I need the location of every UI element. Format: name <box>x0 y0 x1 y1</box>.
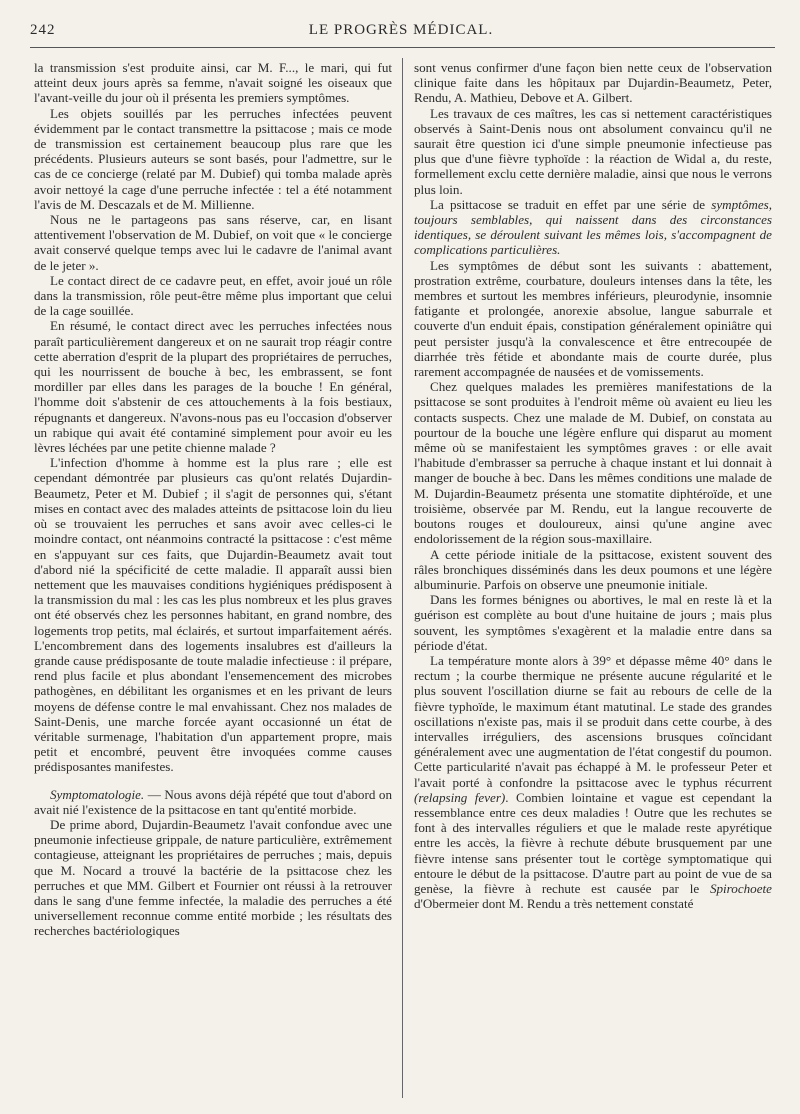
italic-text: (relapsing fever) <box>414 789 506 805</box>
paragraph: Nous ne le partageons pas sans réserve, car, en lisant attentivement l'observation de M. Dubief, on voit que « le concierge avait conservé quelque temps avec lui le cadavre de l'animal avant de le jeter ». <box>34 212 392 273</box>
page-number: 242 <box>30 22 56 38</box>
paragraph <box>414 653 772 911</box>
paragraph: la transmission s'est produite ainsi, car M. F..., le mari, qui fut atteint deux jours après sa femme, n'avait soigné les oiseaux que l'avant-veille du jour où il présenta les premiers symptômes. <box>34 60 392 106</box>
paragraph: Les objets souillés par les perruches infectées peuvent évidemment par le contact transmettre la psittacose ; mais ce mode de transmission est certainement beaucoup plus rare que les précédents. Plusieurs auteurs se sont basés, pour l'admettre, sur le cas de ce concierge (relaté par M. Dubief) qui tomba malade après avoir nettoyé la cage d'une perruche infectée : tel a été notamment l'avis de M. Descazals et de M. Millienne. <box>34 105 392 212</box>
paragraph: sont venus confirmer d'une façon bien nette ceux de l'observation clinique faite dans les hôpitaux par Dujardin-Beaumetz, Peter, Rendu, A. Mathieu, Debove et A. Gilbert. <box>414 60 772 106</box>
running-title: LE PROGRÈS MÉDICAL. <box>308 22 494 38</box>
right-column <box>414 60 772 911</box>
paragraph-text: La température monte alors à 39° et dépasse même 40° dans le rectum ; la courbe thermique ne présente aucune régularité et le plus souvent l'oscillation diurne se fait au rebours de celle de la fièvre typhoïde, le maximum étant matutinal. Le stade des grandes oscillations n'existe pas, mais il se produit dans cette courbe, à des intervalles irréguliers, des ascensions brusques coïncidant généralement avec une augmentation de l'état congestif du poumon. Cette particularité n'avait pas échappé à M. le professeur Peter et l'avait porté à confondre la psittacose avec le typhus récurrent <box>414 652 772 790</box>
paragraph-text: d'Obermeier dont M. Rendu a très nettement constaté <box>414 896 694 912</box>
paragraph: L'infection d'homme à homme est la plus rare ; elle est cependant démontrée par plusieurs cas qu'ont relatés Dujardin-Beaumetz, Peter et M. Dubief ; il s'agit de personnes qui, s'étant mises en contact avec des malades atteints de psittacose loin du lieu où se trouvaient les perruches et sans avoir avec celles-ci le moindre contact, ont néanmoins contracté la psittacose : c'est même en s'appuyant sur ces faits, que Dujardin-Beaumetz avait tout d'abord nié la spécificité de cette maladie. Il apparaît aussi bien nettement que les mauvaises conditions hygiéniques prédisposent à la transmission du mal : les cas les plus nombreux et les plus graves ont été observés chez les personnes habitant, en grand nombre, des logements trop petits, mal éclairés, et surtout imparfaitement aérés. L'encombrement dans des logements insalubres est d'ailleurs la grande cause prédisposante de toute maladie infectieuse : il prépare, rend plus facile et plus abondant l'ensemencement des microbes pathogènes, en débilitant les organismes et en les privant de leurs moyens de défense contre le mal envahissant. Chez nos malades de Saint-Denis, une marche forcée ayant occasionné un état de véritable surmenage, l'habitation d'un appartement propre, mais petit et encombré, peuvent être invoquées comme causes prédisposantes manifestes. <box>34 455 392 775</box>
paragraph-text: La psittacose se traduit en effet par une série de <box>430 196 712 212</box>
paragraph: En résumé, le contact direct avec les perruches infectées nous paraît particulièrement dangereux et on ne saurait trop réagir contre cette aberration d'esprit de la plupart des propriétaires de perruches, qui les nourrissent de bouche à bec, les embrassent, se font mordiller par elles dans les parages de la bouche ! En général, l'homme doit s'abstenir de ces attouchements à la fois bestiaux, répugnants et dangereux. N'avons-nous pas eu l'occasion d'observer un rabique qui avait été contaminé simplement pour avoir eu les lèvres léchées par une petite chienne malade ? <box>34 318 392 456</box>
section-text: — Nous avons déjà répété que tout d'abord on avait nié l'existence de la psittacose en tant qu'entité morbide. <box>34 786 392 817</box>
paragraph <box>414 197 772 258</box>
paragraph: A cette période initiale de la psittacose, existent souvent des râles bronchiques disséminés dans les deux poumons et une légère albuminurie. Parfois on observe une pneumonie initiale. <box>414 546 772 592</box>
italic-text: Spirochoete <box>709 880 772 896</box>
section-title: Symptomatologie. <box>50 786 145 802</box>
paragraph: De prime abord, Dujardin-Beaumetz l'avait confondue avec une pneumonie infectieuse grippale, de nature particulière, extrêmement contagieuse, atteignant les propriétaires de perruches ; mais, depuis que M. Nocard a trouvé la bactérie de la psittacose chez les perruches et que MM. Gilbert et Fournier ont réussi à la retrouver dans le sang d'une femme infectée, la maladie des perruches a été universellement reconnue comme entité morbide ; les résultats des recherches bactériologiques <box>34 816 392 939</box>
column-divider <box>402 58 403 1098</box>
paragraph: Chez quelques malades les premières manifestations de la psittacose se sont produites à l'endroit même où avaient eu lieu les contacts suspects. Chez une malade de M. Dubief, on constata au pourtour de la bouche une légère enflure qui disparut au moment même où se manifestaient les symptômes graves : or elle avait l'habitude d'embrasser sa perruche à chaque instant et lui donnait à manger de bouche à bec. Dans les mêmes conditions une malade de M. Dujardin-Beaumetz présenta une stomatite diphtéroïde, et une troisième, observée par M. Rendu, eut la langue recouverte de boutons rouges et douloureux, ainsi qu'une angine avec endolorissement de la région sous-maxillaire. <box>414 379 772 547</box>
page-header <box>30 22 772 44</box>
section-paragraph <box>34 787 392 817</box>
paragraph: Les travaux de ces maîtres, les cas si nettement caractéristiques observés à Saint-Denis nous ont absolument convaincu qu'il ne saurait être question ici d'une simple pneumonie infectieuse pas plus que d'une fièvre typhoïde : la réaction de Widal a, du reste, formellement exclu cette dernière maladie, ainsi que nous le verrons plus loin. <box>414 105 772 197</box>
paragraph: Dans les formes bénignes ou abortives, le mal en reste là et la guérison est complète au bout d'une huitaine de jours ; mais plus souvent, les symptômes s'exagèrent et la maladie entre dans sa période d'état. <box>414 592 772 653</box>
paragraph: Le contact direct de ce cadavre peut, en effet, avoir joué un rôle dans la transmission, rôle peut-être même plus important que celui de la cage souillée. <box>34 272 392 319</box>
paragraph: Les symptômes de début sont les suivants : abattement, prostration extrême, courbature, douleurs intenses dans la tête, les membres et surtout les membres inférieurs, pleurodynie, insomnie fatigante et prolongée, anorexie absolue, langue saburrale et couverte d'un enduit épais, constipation généralement opiniâtre qui peut persister jusqu'à la convalescence et être entrecoupée de diarrhée très fétide et abondante mais de courte durée, plus rarement accompagnée de nausées et de vomissements. <box>414 257 772 380</box>
left-column <box>34 60 392 939</box>
header-rule <box>30 47 775 48</box>
italic-text: symptômes, toujours semblables, qui naissent dans des circonstances identiques, se déroulent suivant les mêmes lois, s'accompagnent de complications particulières. <box>414 196 772 258</box>
paragraph-text: . Combien lointaine et vague est cependant la ressemblance entre ces deux maladies ! Outre que les rechutes se font à des intervalles réguliers et que le malade reste apyrétique entre les accès, la fièvre à rechute débute brusquement par une fièvre intense sans présenter tout le cortège symptomatique qui entoure le début de la psittacose. D'autre part au point de vue de sa genèse, la fièvre à rechute est causée par le <box>414 789 772 896</box>
